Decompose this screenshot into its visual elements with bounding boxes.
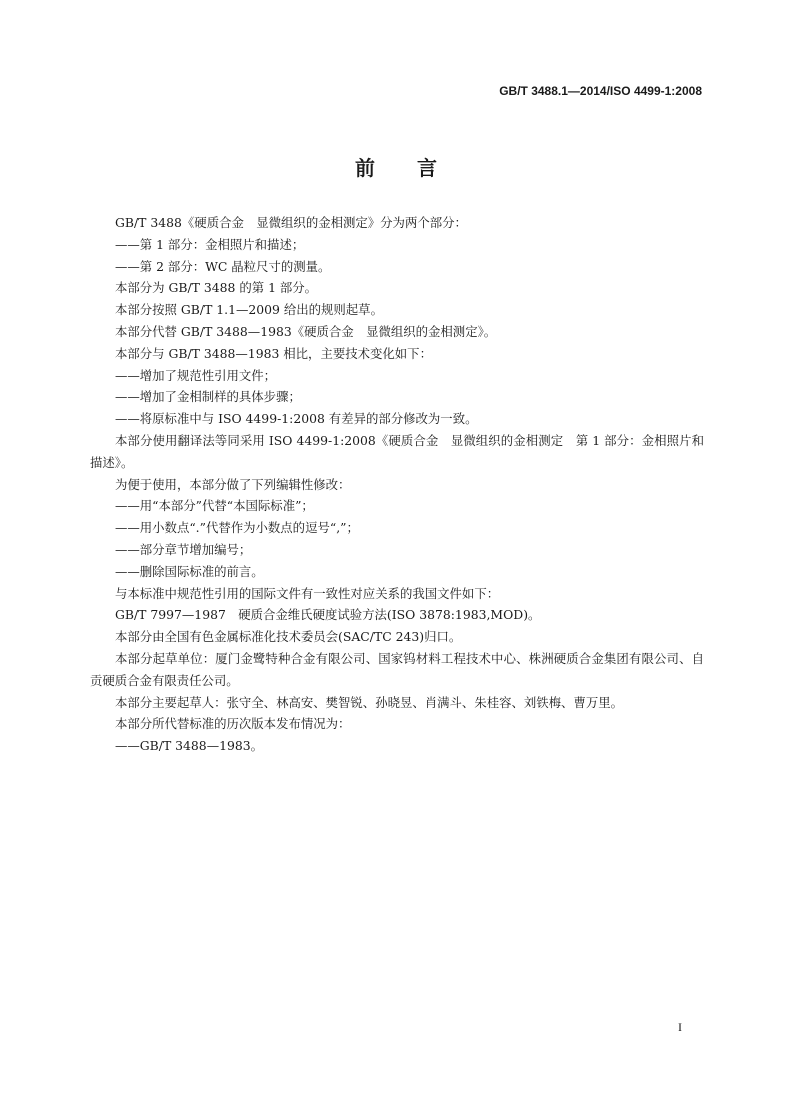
page-title: 前言 <box>355 156 479 180</box>
paragraph: 本部分为 GB/T 3488 的第 1 部分。 <box>115 280 318 296</box>
paragraph: 本部分主要起草人：张守全、林高安、樊智锐、孙晓昱、肖满斗、朱桂容、刘铁梅、曹万里。 <box>115 694 624 710</box>
preface-body <box>90 212 704 757</box>
paragraph: 为便于使用，本部分做了下列编辑性修改： <box>115 476 351 492</box>
standard-code-header: GB/T 3488.1—2014/ISO 4499-1:2008 <box>499 84 702 98</box>
list-item: ——增加了规范性引用文件； <box>115 367 277 383</box>
paragraph: GB/T 3488《硬质合金 显微组织的金相测定》分为两个部分： <box>115 215 467 230</box>
paragraph: 本部分所代替标准的历次版本发布情况为： <box>115 716 351 732</box>
list-item: ——增加了金相制样的具体步骤； <box>115 389 301 405</box>
paragraph: 本部分代替 GB/T 3488—1983《硬质合金 显微组织的金相测定》。 <box>115 323 497 339</box>
page-number: I <box>678 1020 682 1034</box>
paragraph: 本部分使用翻译法等同采用 ISO 4499-1:2008《硬质合金 显微组织的金相测定 第 1 部分：金相照片和描述》。 <box>90 432 704 470</box>
paragraph: 本部分按照 GB/T 1.1—2009 给出的规则起草。 <box>115 302 383 318</box>
list-item: ——部分章节增加编号； <box>115 541 252 557</box>
list-item: ——将原标准中与 ISO 4499-1:2008 有差异的部分修改为一致。 <box>115 411 478 427</box>
paragraph: GB/T 7997—1987 硬质合金维氏硬度试验方法(ISO 3878:1983,MOD)。 <box>115 607 541 623</box>
paragraph: 本部分起草单位：厦门金鹭特种合金有限公司、国家钨材料工程技术中心、株洲硬质合金集团有限公司、自贡硬质合金有限责任公司。 <box>90 650 704 688</box>
list-item: ——用小数点“.”代替作为小数点的逗号“,”； <box>115 520 359 536</box>
list-item: ——GB/T 3488—1983。 <box>115 738 264 754</box>
paragraph: 与本标准中规范性引用的国际文件有一致性对应关系的我国文件如下： <box>115 585 500 601</box>
list-item: ——删除国际标准的前言。 <box>115 563 264 579</box>
paragraph: 本部分与 GB/T 3488—1983 相比，主要技术变化如下： <box>115 345 432 361</box>
list-item: ——第 1 部分：金相照片和描述； <box>115 236 305 252</box>
list-item: ——第 2 部分：WC 晶粒尺寸的测量。 <box>115 258 331 274</box>
paragraph: 本部分由全国有色金属标准化技术委员会(SAC/TC 243)归口。 <box>115 629 462 645</box>
list-item: ——用“本部分”代替“本国际标准”； <box>115 498 314 514</box>
